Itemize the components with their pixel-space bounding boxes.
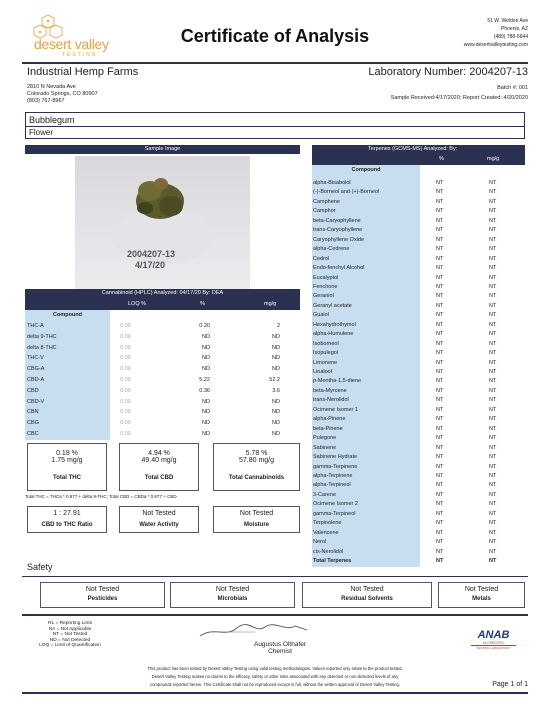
terpene-mg: NT: [489, 180, 497, 186]
cannabinoid-name: THC-A: [27, 323, 44, 329]
terpene-mg: NT: [489, 189, 497, 196]
terpene-mg: NT: [489, 369, 497, 375]
cannabinoid-percent: ND: [202, 398, 210, 405]
terpene-name: Linalool: [313, 369, 332, 375]
terpene-mg: NT: [489, 198, 497, 205]
terpenes-colheader: % mg/g: [312, 154, 525, 165]
terpene-percent: NT: [436, 312, 444, 319]
terpene-name: Pulegone: [313, 435, 337, 442]
cannabinoid-mg: 52.2: [269, 377, 280, 383]
terpene-percent: NT: [436, 198, 444, 205]
sample-photo: [75, 156, 250, 289]
cannabinoid-percent: ND: [202, 344, 210, 351]
terpene-name: Ocimene Isomer 1: [313, 406, 358, 413]
cannabinoid-mg: ND: [272, 420, 280, 427]
terpene-name: trans-Nerolidol: [313, 397, 349, 404]
terpene-percent: NT: [436, 331, 444, 338]
terpene-name: Geranyl acetate: [313, 302, 352, 309]
cannabinoid-name: CBN: [27, 409, 39, 416]
sample-name: Bubblegum: [29, 115, 75, 125]
terpene-mg: NT: [489, 359, 497, 366]
terpene-percent: NT: [436, 180, 444, 186]
terpene-name: cis-Nerolidol: [313, 548, 344, 555]
terpene-percent: NT: [436, 482, 444, 489]
terpene-mg: NT: [489, 425, 497, 432]
terpene-name: p-Mentha-1,5-diene: [313, 378, 362, 385]
footer-divider: [22, 614, 528, 616]
terpene-name: Cedrol: [313, 255, 330, 262]
terpene-name: gamma-Terpineol: [313, 510, 356, 517]
cannabinoid-name: delta 8-THC: [27, 344, 57, 351]
terpene-percent: NT: [436, 350, 444, 357]
sample-box: [25, 112, 525, 139]
terpene-name: Terpinolene: [313, 520, 342, 527]
bottom-divider: [22, 692, 528, 694]
terpene-percent: NT: [436, 435, 444, 442]
terpene-name: Fenchone: [313, 283, 338, 290]
terpene-percent: NT: [436, 520, 444, 527]
terpene-mg: NT: [489, 529, 497, 536]
terpene-name: trans-Caryophyllene: [313, 227, 363, 234]
cannabinoid-loq: 0.09: [120, 387, 131, 394]
cannabinoid-percent: 0.20: [199, 323, 210, 329]
cannabinoid-name: delta 9-THC: [27, 333, 57, 340]
terpene-mg: NT: [489, 472, 497, 479]
terpene-name: Guaiol: [313, 312, 329, 319]
terpene-percent: NT: [436, 425, 444, 432]
terpene-mg: NT: [489, 293, 497, 300]
terpene-percent: NT: [436, 548, 444, 555]
cannabinoid-mg: 3.6: [272, 387, 280, 394]
terpene-name: Nerol: [313, 539, 327, 546]
cannabinoid-percent: ND: [202, 431, 210, 437]
cannabinoid-mg: 2: [276, 323, 280, 329]
photo-label-date: 4/17/20: [135, 260, 166, 270]
terpene-name: Camphene: [313, 198, 340, 205]
terpene-name: Valencene: [313, 529, 339, 536]
terpene-percent: NT: [436, 274, 444, 281]
safety-title: Safety: [27, 562, 53, 572]
terpene-percent: NT: [436, 283, 444, 290]
logo-name: desert valley: [34, 36, 109, 52]
terpene-percent: NT: [436, 529, 444, 536]
terpene-mg: NT: [489, 491, 497, 498]
logo: [22, 14, 132, 56]
cannabinoid-loq: 0.09: [120, 323, 131, 329]
terpene-name: Geraniol: [313, 293, 334, 300]
terpene-percent: NT: [436, 501, 444, 508]
terpene-percent: NT: [436, 369, 444, 375]
terpene-percent: NT: [436, 208, 444, 215]
terpene-mg: NT: [489, 548, 497, 555]
terpene-mg: NT: [489, 558, 497, 564]
terpene-mg: NT: [489, 444, 497, 451]
terpene-name: alpha-Bisabolol: [313, 180, 351, 186]
terpene-percent: NT: [436, 227, 444, 234]
terpene-percent: NT: [436, 444, 444, 451]
cannabinoid-name: THC-V: [27, 355, 44, 362]
terpene-name: Limonene: [313, 359, 338, 366]
cannabinoid-loq: 0.09: [120, 344, 131, 351]
terpene-mg: NT: [489, 378, 497, 385]
cannabinoid-mg: ND: [272, 409, 280, 416]
terpene-mg: NT: [489, 482, 497, 489]
disclaimer: This product has been tested by Desert Valley Testing using valid testing methodologies. Values reported only relate to the product tested. Desert Valley Testing makes no claims to the efficacy, safety or other risks associated with any detected or non-detected levels of any compounds reported herein. This Certificate shall not be reproduced except in full, without the written approval of Desert Valley Testing.: [147, 666, 403, 687]
cannabinoid-mg: ND: [272, 344, 280, 351]
terpene-name: (-)-Borneol and (+)-Borneol: [313, 189, 380, 196]
terpene-mg: NT: [489, 274, 497, 281]
cannabinoid-header: Cannabinoid (HPLC) Analyzed: 04/17/20 By: DEA: [25, 289, 300, 298]
terpene-mg: NT: [489, 255, 497, 262]
terpene-mg: NT: [489, 454, 497, 461]
anab-logo: ANAB ACCREDITED TESTING LABORATORY: [471, 630, 516, 660]
terpenes-header: Terpenes (GCMS-MS) Analyzed: By:: [312, 145, 525, 154]
cannabinoid-loq: 0.09: [120, 377, 131, 383]
lab-address: 51 W. Weldon Ave Phoenix, AZ (480) 788-6644 www.desertvalleytesting.com: [463, 18, 528, 48]
terpene-name: alpha-Terpinene: [313, 472, 353, 479]
terpene-name: alpha-Terpineol: [313, 482, 351, 489]
cannabinoid-colheader: LOQ % % mg/g: [25, 298, 300, 310]
logo-tagline: TESTING: [62, 52, 98, 58]
terpene-mg: NT: [489, 463, 497, 470]
terpene-percent: NT: [436, 463, 444, 470]
header-divider: [22, 62, 528, 64]
terpene-mg: NT: [489, 283, 497, 290]
terpene-name: Sabinene: [313, 444, 337, 451]
pesticides-box: Not Tested Pesticides: [40, 582, 165, 608]
cannabinoid-percent: 0.36: [199, 387, 210, 394]
sample-type: Flower: [29, 128, 54, 137]
cannabinoid-mg: ND: [272, 398, 280, 405]
cannabinoid-loq: 0.09: [120, 409, 131, 416]
cannabinoid-percent: ND: [202, 333, 210, 340]
terpene-mg: NT: [489, 397, 497, 404]
terpenes-compound-label: Compound: [351, 167, 381, 173]
abbreviation-legend: RL = Reporting Limit NA = Not Applicable NT = Not Tested ND = Not Detected LOQ = Limit of Quantification: [39, 621, 101, 649]
sample-divider: [26, 126, 524, 127]
terpene-mg: NT: [489, 387, 497, 394]
terpene-mg: NT: [489, 501, 497, 508]
terpene-percent: NT: [436, 265, 444, 272]
page-title: Certificate of Analysis: [180, 26, 370, 46]
terpene-name: Camphor: [313, 208, 336, 215]
microbials-box: Not Tested Microbials: [170, 582, 295, 608]
cannabinoid-name: CBD: [27, 387, 39, 394]
terpene-percent: NT: [436, 472, 444, 479]
terpene-percent: NT: [436, 454, 444, 461]
terpene-mg: NT: [489, 406, 497, 413]
residual-solvents-box: Not Tested Residual Solvents: [302, 582, 432, 608]
terpene-name: alpha-Cedrene: [313, 246, 350, 253]
terpene-percent: NT: [436, 491, 444, 498]
report-dates: Sample Received:4/17/2020; Report Created: 4/20/2020: [390, 95, 528, 101]
terpene-mg: NT: [489, 435, 497, 442]
terpene-mg: NT: [489, 350, 497, 357]
water-activity-box: Not Tested Water Activity: [119, 506, 199, 533]
laboratory-number: Laboratory Number: 2004207-13: [368, 66, 528, 78]
cannabinoid-name: CBC: [27, 431, 39, 437]
signature-icon: [195, 618, 315, 642]
sample-image-header: Sample Image: [25, 145, 300, 154]
terpene-name: alpha-Humulene: [313, 331, 354, 338]
safety-divider: [22, 576, 528, 577]
terpene-percent: NT: [436, 340, 444, 347]
terpene-percent: NT: [436, 359, 444, 366]
client-address: 2810 N Nevada Ave Colorado Springs, CO 80907 (803) 767-8967: [27, 84, 98, 104]
terpene-mg: NT: [489, 321, 497, 328]
cbd-thc-ratio-box: 1 : 27.91 CBD to THC Ratio: [27, 506, 107, 533]
cannabinoid-name: CBD-A: [27, 377, 45, 383]
cannabinoid-loq: 0.09: [120, 420, 131, 427]
signatory: Augustus Olthafer Chemist: [253, 641, 307, 655]
terpene-name: Total Terpenes: [313, 558, 352, 564]
terpene-percent: NT: [436, 539, 444, 546]
terpene-mg: NT: [489, 510, 497, 517]
terpene-percent: NT: [436, 217, 444, 224]
total-cannabinoids-box: 5.78 % 57.80 mg/g Total Cannabinoids: [213, 443, 300, 491]
terpene-name: beta-Pinene: [313, 425, 343, 432]
terpene-mg: NT: [489, 246, 497, 253]
terpene-name: Isopulegol: [313, 350, 339, 357]
cannabinoid-loq: 0.09: [120, 398, 131, 405]
cannabinoid-percent: ND: [202, 355, 210, 362]
terpene-mg: NT: [489, 208, 497, 215]
terpene-percent: NT: [436, 416, 444, 423]
page-number: Page 1 of 1: [492, 681, 528, 688]
terpene-name: Isoborneol: [313, 340, 339, 347]
photo-label-number: 2004207-13: [127, 249, 176, 259]
totals-formula: Total THC = THCa * 0.877 + delta 9-THC; Total CBD = CBDa * 0.877 + CBD: [25, 494, 177, 499]
terpene-percent: NT: [436, 387, 444, 394]
terpene-mg: NT: [489, 227, 497, 234]
terpene-percent: NT: [436, 321, 444, 328]
terpene-name: beta-Caryophyllene: [313, 217, 361, 224]
metals-box: Not Tested Metals: [438, 582, 525, 608]
terpene-mg: NT: [489, 236, 497, 243]
terpene-mg: NT: [489, 416, 497, 423]
client-name: Industrial Hemp Farms: [27, 66, 139, 78]
cannabinoid-name: CBG: [27, 420, 39, 427]
terpene-percent: NT: [436, 255, 444, 262]
cannabinoid-mg: ND: [272, 333, 280, 340]
terpene-mg: NT: [489, 312, 497, 319]
terpene-name: Ocimene Isomer 2: [313, 501, 358, 508]
terpene-name: Hexahydrothymol: [313, 321, 356, 328]
terpene-percent: NT: [436, 293, 444, 300]
terpene-name: Caryophyllene Oxide: [313, 236, 365, 243]
cannabinoid-name: CBD-V: [27, 398, 45, 405]
cannabinoid-percent: ND: [202, 366, 210, 373]
cannabinoid-loq: 0.09: [120, 366, 131, 373]
cannabinoid-percent: ND: [202, 420, 210, 427]
cannabinoid-mg: ND: [272, 431, 280, 437]
batch-number: Batch #: 001: [497, 85, 528, 91]
terpene-mg: NT: [489, 217, 497, 224]
terpene-name: beta-Myrcene: [313, 387, 347, 394]
terpene-percent: NT: [436, 406, 444, 413]
terpene-name: Endo-fenchyl Alcohol: [313, 265, 365, 272]
cannabinoid-name: CBG-A: [27, 366, 45, 373]
terpene-percent: NT: [436, 302, 444, 309]
terpene-name: alpha-Pinene: [313, 416, 346, 423]
terpene-mg: NT: [489, 265, 497, 272]
terpene-name: 3-Carene: [313, 491, 336, 498]
moisture-box: Not Tested Moisture: [213, 506, 300, 533]
terpene-mg: NT: [489, 539, 497, 546]
cannabinoid-compound-label: Compound: [52, 312, 83, 318]
terpene-percent: NT: [436, 378, 444, 385]
total-cbd-box: 4.94 % 49.40 mg/g Total CBD: [119, 443, 199, 491]
terpene-percent: NT: [436, 189, 444, 196]
terpene-percent: NT: [436, 236, 444, 243]
terpene-mg: NT: [489, 340, 497, 347]
cannabinoid-percent: 5.22: [199, 377, 210, 383]
cannabinoid-mg: ND: [272, 366, 280, 373]
cannabinoid-loq: 0.09: [120, 333, 131, 340]
terpene-percent: NT: [436, 558, 444, 564]
terpene-mg: NT: [489, 520, 497, 527]
cannabinoid-mg: ND: [272, 355, 280, 362]
terpene-name: Sabinene Hydrate: [313, 454, 358, 461]
cannabinoid-loq: 0.09: [120, 355, 131, 362]
terpene-mg: NT: [489, 302, 497, 309]
cannabinoid-percent: ND: [202, 409, 210, 416]
terpene-mg: NT: [489, 331, 497, 338]
terpene-percent: NT: [436, 510, 444, 517]
cannabinoid-loq: 0.09: [120, 431, 131, 437]
terpene-name: gamma-Terpinene: [313, 463, 358, 470]
terpene-percent: NT: [436, 397, 444, 404]
terpene-percent: NT: [436, 246, 444, 253]
terpene-name: Eucalyptol: [313, 274, 339, 281]
total-thc-box: 0.18 % 1.75 mg/g Total THC: [27, 443, 107, 491]
signature-image: [195, 618, 315, 642]
